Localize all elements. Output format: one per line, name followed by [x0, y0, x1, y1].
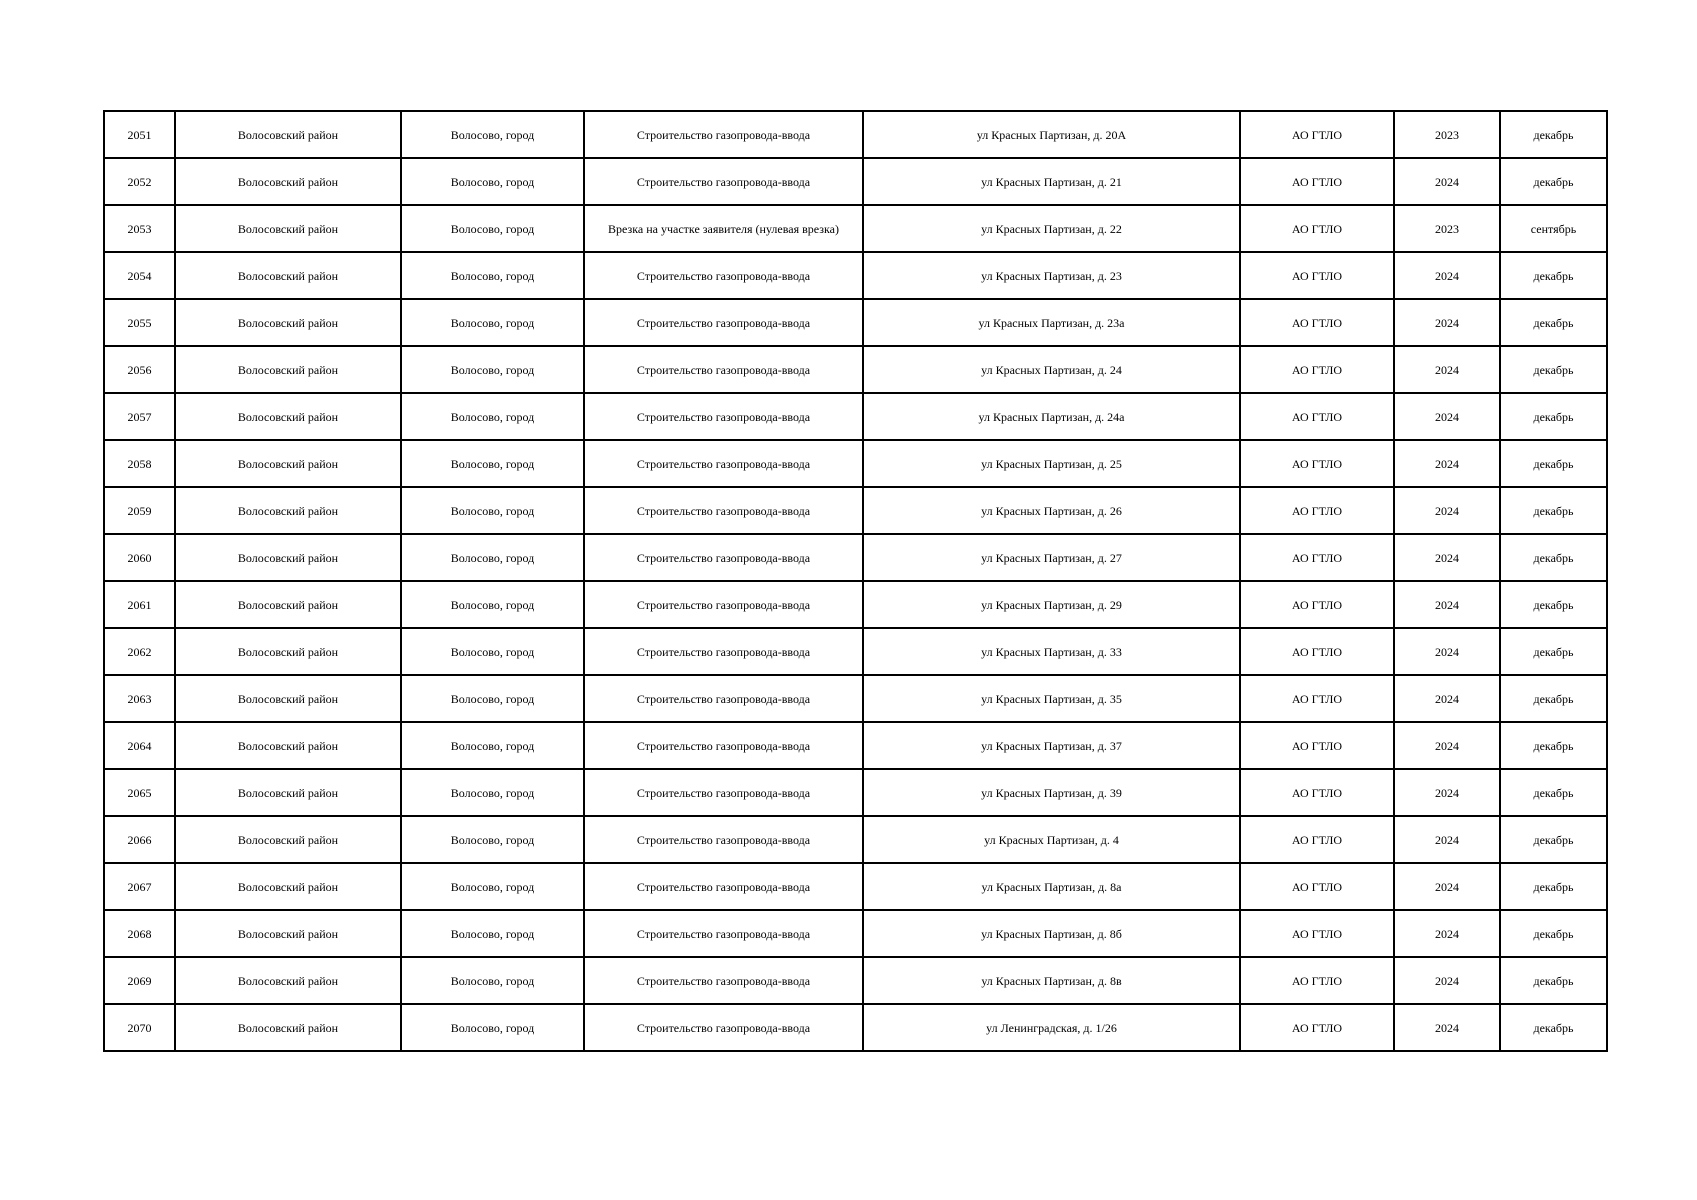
- organization-cell: АО ГТЛО: [1240, 299, 1394, 346]
- district-cell: Волосовский район: [175, 205, 401, 252]
- row-number-cell: 2066: [104, 816, 175, 863]
- address-cell: ул Красных Партизан, д. 8в: [863, 957, 1240, 1004]
- row-number-cell: 2052: [104, 158, 175, 205]
- month-cell: декабрь: [1500, 252, 1607, 299]
- row-number-cell: 2067: [104, 863, 175, 910]
- month-cell: декабрь: [1500, 487, 1607, 534]
- address-cell: ул Красных Партизан, д. 4: [863, 816, 1240, 863]
- locality-cell: Волосово, город: [401, 957, 584, 1004]
- district-cell: Волосовский район: [175, 910, 401, 957]
- month-cell: декабрь: [1500, 628, 1607, 675]
- district-cell: Волосовский район: [175, 393, 401, 440]
- table-row: [104, 111, 1607, 158]
- district-cell: Волосовский район: [175, 440, 401, 487]
- district-cell: Волосовский район: [175, 863, 401, 910]
- row-number-cell: 2068: [104, 910, 175, 957]
- work-type-cell: Строительство газопровода-ввода: [584, 440, 863, 487]
- work-type-cell: Строительство газопровода-ввода: [584, 252, 863, 299]
- locality-cell: Волосово, город: [401, 111, 584, 158]
- table-row: [104, 299, 1607, 346]
- district-cell: Волосовский район: [175, 816, 401, 863]
- row-number-cell: 2057: [104, 393, 175, 440]
- table-row: [104, 769, 1607, 816]
- district-cell: Волосовский район: [175, 581, 401, 628]
- row-number-cell: 2065: [104, 769, 175, 816]
- table-row: [104, 722, 1607, 769]
- address-cell: ул Красных Партизан, д. 23а: [863, 299, 1240, 346]
- work-type-cell: Строительство газопровода-ввода: [584, 581, 863, 628]
- month-cell: декабрь: [1500, 675, 1607, 722]
- district-cell: Волосовский район: [175, 487, 401, 534]
- work-type-cell: Строительство газопровода-ввода: [584, 487, 863, 534]
- organization-cell: АО ГТЛО: [1240, 722, 1394, 769]
- address-cell: ул Красных Партизан, д. 26: [863, 487, 1240, 534]
- year-cell: 2023: [1394, 111, 1500, 158]
- table-row: [104, 487, 1607, 534]
- organization-cell: АО ГТЛО: [1240, 628, 1394, 675]
- year-cell: 2024: [1394, 816, 1500, 863]
- table-row: [104, 205, 1607, 252]
- table-row: [104, 863, 1607, 910]
- table-row: [104, 346, 1607, 393]
- organization-cell: АО ГТЛО: [1240, 769, 1394, 816]
- year-cell: 2024: [1394, 487, 1500, 534]
- organization-cell: АО ГТЛО: [1240, 534, 1394, 581]
- work-type-cell: Строительство газопровода-ввода: [584, 534, 863, 581]
- row-number-cell: 2053: [104, 205, 175, 252]
- year-cell: 2024: [1394, 628, 1500, 675]
- month-cell: декабрь: [1500, 910, 1607, 957]
- locality-cell: Волосово, город: [401, 863, 584, 910]
- district-cell: Волосовский район: [175, 675, 401, 722]
- address-cell: ул Красных Партизан, д. 39: [863, 769, 1240, 816]
- district-cell: Волосовский район: [175, 628, 401, 675]
- work-type-cell: Врезка на участке заявителя (нулевая врезка): [584, 205, 863, 252]
- district-cell: Волосовский район: [175, 1004, 401, 1051]
- address-cell: ул Красных Партизан, д. 8а: [863, 863, 1240, 910]
- year-cell: 2024: [1394, 769, 1500, 816]
- row-number-cell: 2051: [104, 111, 175, 158]
- table-body: [104, 111, 1607, 1051]
- address-cell: ул Красных Партизан, д. 35: [863, 675, 1240, 722]
- work-type-cell: Строительство газопровода-ввода: [584, 722, 863, 769]
- work-type-cell: Строительство газопровода-ввода: [584, 1004, 863, 1051]
- address-cell: ул Красных Партизан, д. 24а: [863, 393, 1240, 440]
- organization-cell: АО ГТЛО: [1240, 675, 1394, 722]
- year-cell: 2024: [1394, 863, 1500, 910]
- year-cell: 2024: [1394, 393, 1500, 440]
- address-cell: ул Красных Партизан, д. 23: [863, 252, 1240, 299]
- district-cell: Волосовский район: [175, 769, 401, 816]
- row-number-cell: 2070: [104, 1004, 175, 1051]
- district-cell: Волосовский район: [175, 299, 401, 346]
- gasification-table: [103, 110, 1608, 1052]
- work-type-cell: Строительство газопровода-ввода: [584, 863, 863, 910]
- work-type-cell: Строительство газопровода-ввода: [584, 675, 863, 722]
- locality-cell: Волосово, город: [401, 816, 584, 863]
- month-cell: декабрь: [1500, 534, 1607, 581]
- row-number-cell: 2055: [104, 299, 175, 346]
- year-cell: 2024: [1394, 910, 1500, 957]
- month-cell: декабрь: [1500, 346, 1607, 393]
- month-cell: декабрь: [1500, 581, 1607, 628]
- address-cell: ул Ленинградская, д. 1/26: [863, 1004, 1240, 1051]
- table-row: [104, 440, 1607, 487]
- year-cell: 2023: [1394, 205, 1500, 252]
- month-cell: декабрь: [1500, 299, 1607, 346]
- table-row: [104, 581, 1607, 628]
- work-type-cell: Строительство газопровода-ввода: [584, 769, 863, 816]
- year-cell: 2024: [1394, 440, 1500, 487]
- locality-cell: Волосово, город: [401, 722, 584, 769]
- month-cell: декабрь: [1500, 1004, 1607, 1051]
- locality-cell: Волосово, город: [401, 158, 584, 205]
- district-cell: Волосовский район: [175, 252, 401, 299]
- organization-cell: АО ГТЛО: [1240, 111, 1394, 158]
- row-number-cell: 2060: [104, 534, 175, 581]
- organization-cell: АО ГТЛО: [1240, 487, 1394, 534]
- district-cell: Волосовский район: [175, 957, 401, 1004]
- organization-cell: АО ГТЛО: [1240, 346, 1394, 393]
- locality-cell: Волосово, город: [401, 393, 584, 440]
- locality-cell: Волосово, город: [401, 628, 584, 675]
- row-number-cell: 2059: [104, 487, 175, 534]
- organization-cell: АО ГТЛО: [1240, 1004, 1394, 1051]
- locality-cell: Волосово, город: [401, 1004, 584, 1051]
- locality-cell: Волосово, город: [401, 910, 584, 957]
- work-type-cell: Строительство газопровода-ввода: [584, 910, 863, 957]
- work-type-cell: Строительство газопровода-ввода: [584, 299, 863, 346]
- address-cell: ул Красных Партизан, д. 29: [863, 581, 1240, 628]
- year-cell: 2024: [1394, 1004, 1500, 1051]
- address-cell: ул Красных Партизан, д. 33: [863, 628, 1240, 675]
- table-row: [104, 252, 1607, 299]
- locality-cell: Волосово, город: [401, 581, 584, 628]
- row-number-cell: 2062: [104, 628, 175, 675]
- year-cell: 2024: [1394, 675, 1500, 722]
- organization-cell: АО ГТЛО: [1240, 957, 1394, 1004]
- month-cell: декабрь: [1500, 111, 1607, 158]
- organization-cell: АО ГТЛО: [1240, 158, 1394, 205]
- row-number-cell: 2061: [104, 581, 175, 628]
- month-cell: декабрь: [1500, 816, 1607, 863]
- month-cell: декабрь: [1500, 393, 1607, 440]
- row-number-cell: 2069: [104, 957, 175, 1004]
- work-type-cell: Строительство газопровода-ввода: [584, 628, 863, 675]
- address-cell: ул Красных Партизан, д. 37: [863, 722, 1240, 769]
- address-cell: ул Красных Партизан, д. 27: [863, 534, 1240, 581]
- row-number-cell: 2054: [104, 252, 175, 299]
- district-cell: Волосовский район: [175, 111, 401, 158]
- address-cell: ул Красных Партизан, д. 8б: [863, 910, 1240, 957]
- organization-cell: АО ГТЛО: [1240, 393, 1394, 440]
- organization-cell: АО ГТЛО: [1240, 440, 1394, 487]
- row-number-cell: 2058: [104, 440, 175, 487]
- row-number-cell: 2056: [104, 346, 175, 393]
- work-type-cell: Строительство газопровода-ввода: [584, 346, 863, 393]
- table-row: [104, 910, 1607, 957]
- work-type-cell: Строительство газопровода-ввода: [584, 816, 863, 863]
- work-type-cell: Строительство газопровода-ввода: [584, 158, 863, 205]
- year-cell: 2024: [1394, 534, 1500, 581]
- district-cell: Волосовский район: [175, 534, 401, 581]
- year-cell: 2024: [1394, 252, 1500, 299]
- table-row: [104, 957, 1607, 1004]
- year-cell: 2024: [1394, 158, 1500, 205]
- locality-cell: Волосово, город: [401, 769, 584, 816]
- organization-cell: АО ГТЛО: [1240, 910, 1394, 957]
- table-row: [104, 816, 1607, 863]
- address-cell: ул Красных Партизан, д. 22: [863, 205, 1240, 252]
- work-type-cell: Строительство газопровода-ввода: [584, 393, 863, 440]
- month-cell: декабрь: [1500, 440, 1607, 487]
- work-type-cell: Строительство газопровода-ввода: [584, 957, 863, 1004]
- organization-cell: АО ГТЛО: [1240, 205, 1394, 252]
- row-number-cell: 2064: [104, 722, 175, 769]
- locality-cell: Волосово, город: [401, 205, 584, 252]
- locality-cell: Волосово, город: [401, 534, 584, 581]
- locality-cell: Волосово, город: [401, 252, 584, 299]
- year-cell: 2024: [1394, 722, 1500, 769]
- organization-cell: АО ГТЛО: [1240, 252, 1394, 299]
- month-cell: декабрь: [1500, 863, 1607, 910]
- year-cell: 2024: [1394, 957, 1500, 1004]
- district-cell: Волосовский район: [175, 158, 401, 205]
- locality-cell: Волосово, город: [401, 440, 584, 487]
- year-cell: 2024: [1394, 299, 1500, 346]
- organization-cell: АО ГТЛО: [1240, 863, 1394, 910]
- month-cell: декабрь: [1500, 769, 1607, 816]
- month-cell: сентябрь: [1500, 205, 1607, 252]
- locality-cell: Волосово, город: [401, 487, 584, 534]
- table-row: [104, 534, 1607, 581]
- month-cell: декабрь: [1500, 957, 1607, 1004]
- address-cell: ул Красных Партизан, д. 24: [863, 346, 1240, 393]
- organization-cell: АО ГТЛО: [1240, 816, 1394, 863]
- table-row: [104, 158, 1607, 205]
- month-cell: декабрь: [1500, 158, 1607, 205]
- year-cell: 2024: [1394, 581, 1500, 628]
- address-cell: ул Красных Партизан, д. 25: [863, 440, 1240, 487]
- district-cell: Волосовский район: [175, 722, 401, 769]
- organization-cell: АО ГТЛО: [1240, 581, 1394, 628]
- month-cell: декабрь: [1500, 722, 1607, 769]
- address-cell: ул Красных Партизан, д. 21: [863, 158, 1240, 205]
- row-number-cell: 2063: [104, 675, 175, 722]
- locality-cell: Волосово, город: [401, 299, 584, 346]
- district-cell: Волосовский район: [175, 346, 401, 393]
- document-page: [103, 110, 1606, 1052]
- address-cell: ул Красных Партизан, д. 20А: [863, 111, 1240, 158]
- locality-cell: Волосово, город: [401, 675, 584, 722]
- year-cell: 2024: [1394, 346, 1500, 393]
- table-row: [104, 1004, 1607, 1051]
- table-row: [104, 393, 1607, 440]
- table-row: [104, 628, 1607, 675]
- table-row: [104, 675, 1607, 722]
- work-type-cell: Строительство газопровода-ввода: [584, 111, 863, 158]
- locality-cell: Волосово, город: [401, 346, 584, 393]
